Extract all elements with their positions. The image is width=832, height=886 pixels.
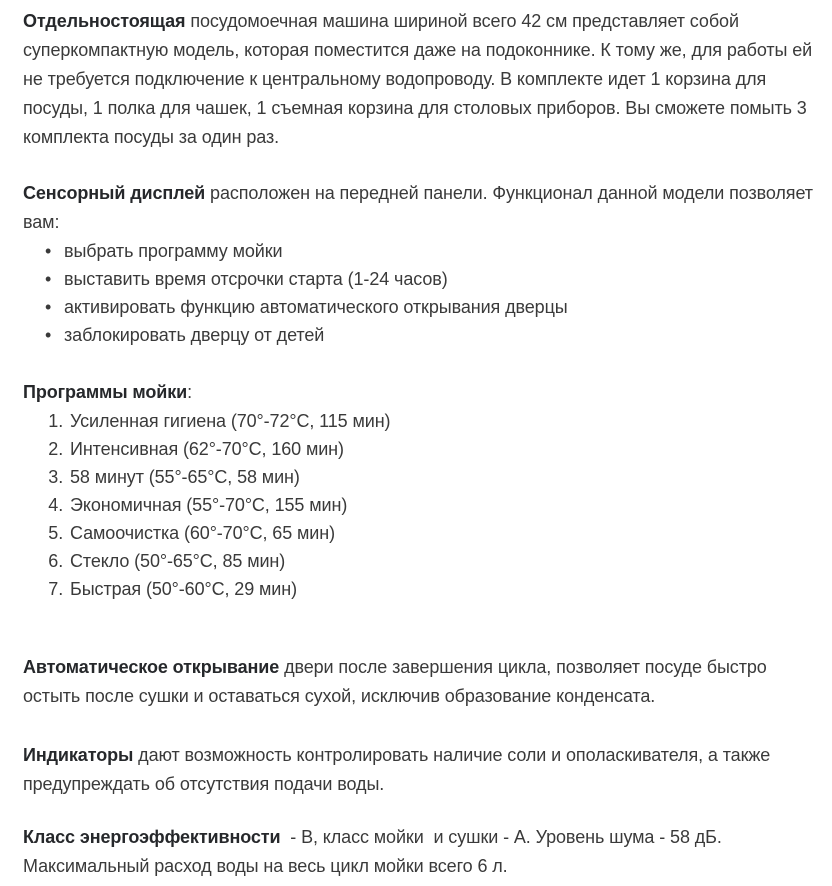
programs-heading bbox=[23, 378, 820, 407]
auto-open-lead-bold: Автоматическое открывание bbox=[23, 657, 280, 677]
program-item: 7. Быстрая (50°-60°С, 29 мин) bbox=[68, 575, 820, 603]
indicators-paragraph bbox=[23, 741, 820, 799]
intro-paragraph bbox=[23, 7, 820, 152]
energy-class-text: - В, класс мойки и сушки - А. Уровень шума - 58 дБ. Максимальный расход воды на весь цикл мойки всего 6 л. bbox=[23, 827, 727, 876]
feature-item: • активировать функцию автоматического открывания дверцы bbox=[64, 293, 820, 321]
display-paragraph bbox=[23, 179, 820, 237]
display-lead-bold: Сенсорный дисплей bbox=[23, 183, 206, 203]
program-item: 3. 58 минут (55°-65°С, 58 мин) bbox=[68, 463, 820, 491]
program-list bbox=[23, 407, 820, 603]
program-item: 2. Интенсивная (62°-70°С, 160 мин) bbox=[68, 435, 820, 463]
program-item: 4. Экономичная (55°-70°С, 155 мин) bbox=[68, 491, 820, 519]
feature-item: • заблокировать дверцу от детей bbox=[64, 321, 820, 349]
program-item: 5. Самоочистка (60°-70°С, 65 мин) bbox=[68, 519, 820, 547]
display-text: расположен на передней панели. Функционал данной модели позволяет вам: bbox=[23, 183, 818, 232]
feature-item: • выбрать программу мойки bbox=[64, 237, 820, 265]
intro-lead-bold: Отдельностоящая bbox=[23, 11, 186, 31]
feature-item: • выставить время отсрочки старта (1-24 часов) bbox=[64, 265, 820, 293]
indicators-lead-bold: Индикаторы bbox=[23, 745, 134, 765]
display-feature-list bbox=[23, 237, 820, 349]
energy-class-lead-bold: Класс энергоэффективности bbox=[23, 827, 281, 847]
program-item: 1. Усиленная гигиена (70°-72°С, 115 мин) bbox=[68, 407, 820, 435]
energy-class-paragraph bbox=[23, 823, 820, 881]
program-item: 6. Стекло (50°-65°С, 85 мин) bbox=[68, 547, 820, 575]
programs-heading-colon: : bbox=[187, 382, 193, 402]
intro-text: посудомоечная машина шириной всего 42 см представляет собой суперкомпактную модель, которая поместится даже на подоконнике. К тому же, для работы ей не требуется подключение к центральному водопроводу. В комплекте идет 1 корзина для посуды, 1 полка для чашек, 1 съемная корзина для столовых приборов. Вы сможете помыть 3 комплекта посуды за один раз. bbox=[23, 11, 818, 147]
auto-open-text: двери после завершения цикла, позволяет посуде быстро остыть после сушки и оставаться сухой, исключив образование конденсата. bbox=[23, 657, 772, 706]
programs-heading-bold: Программы мойки bbox=[23, 382, 188, 402]
indicators-text: дают возможность контролировать наличие соли и ополаскивателя, а также предупреждать об отсутствия подачи воды. bbox=[23, 745, 776, 794]
auto-open-paragraph bbox=[23, 653, 820, 711]
